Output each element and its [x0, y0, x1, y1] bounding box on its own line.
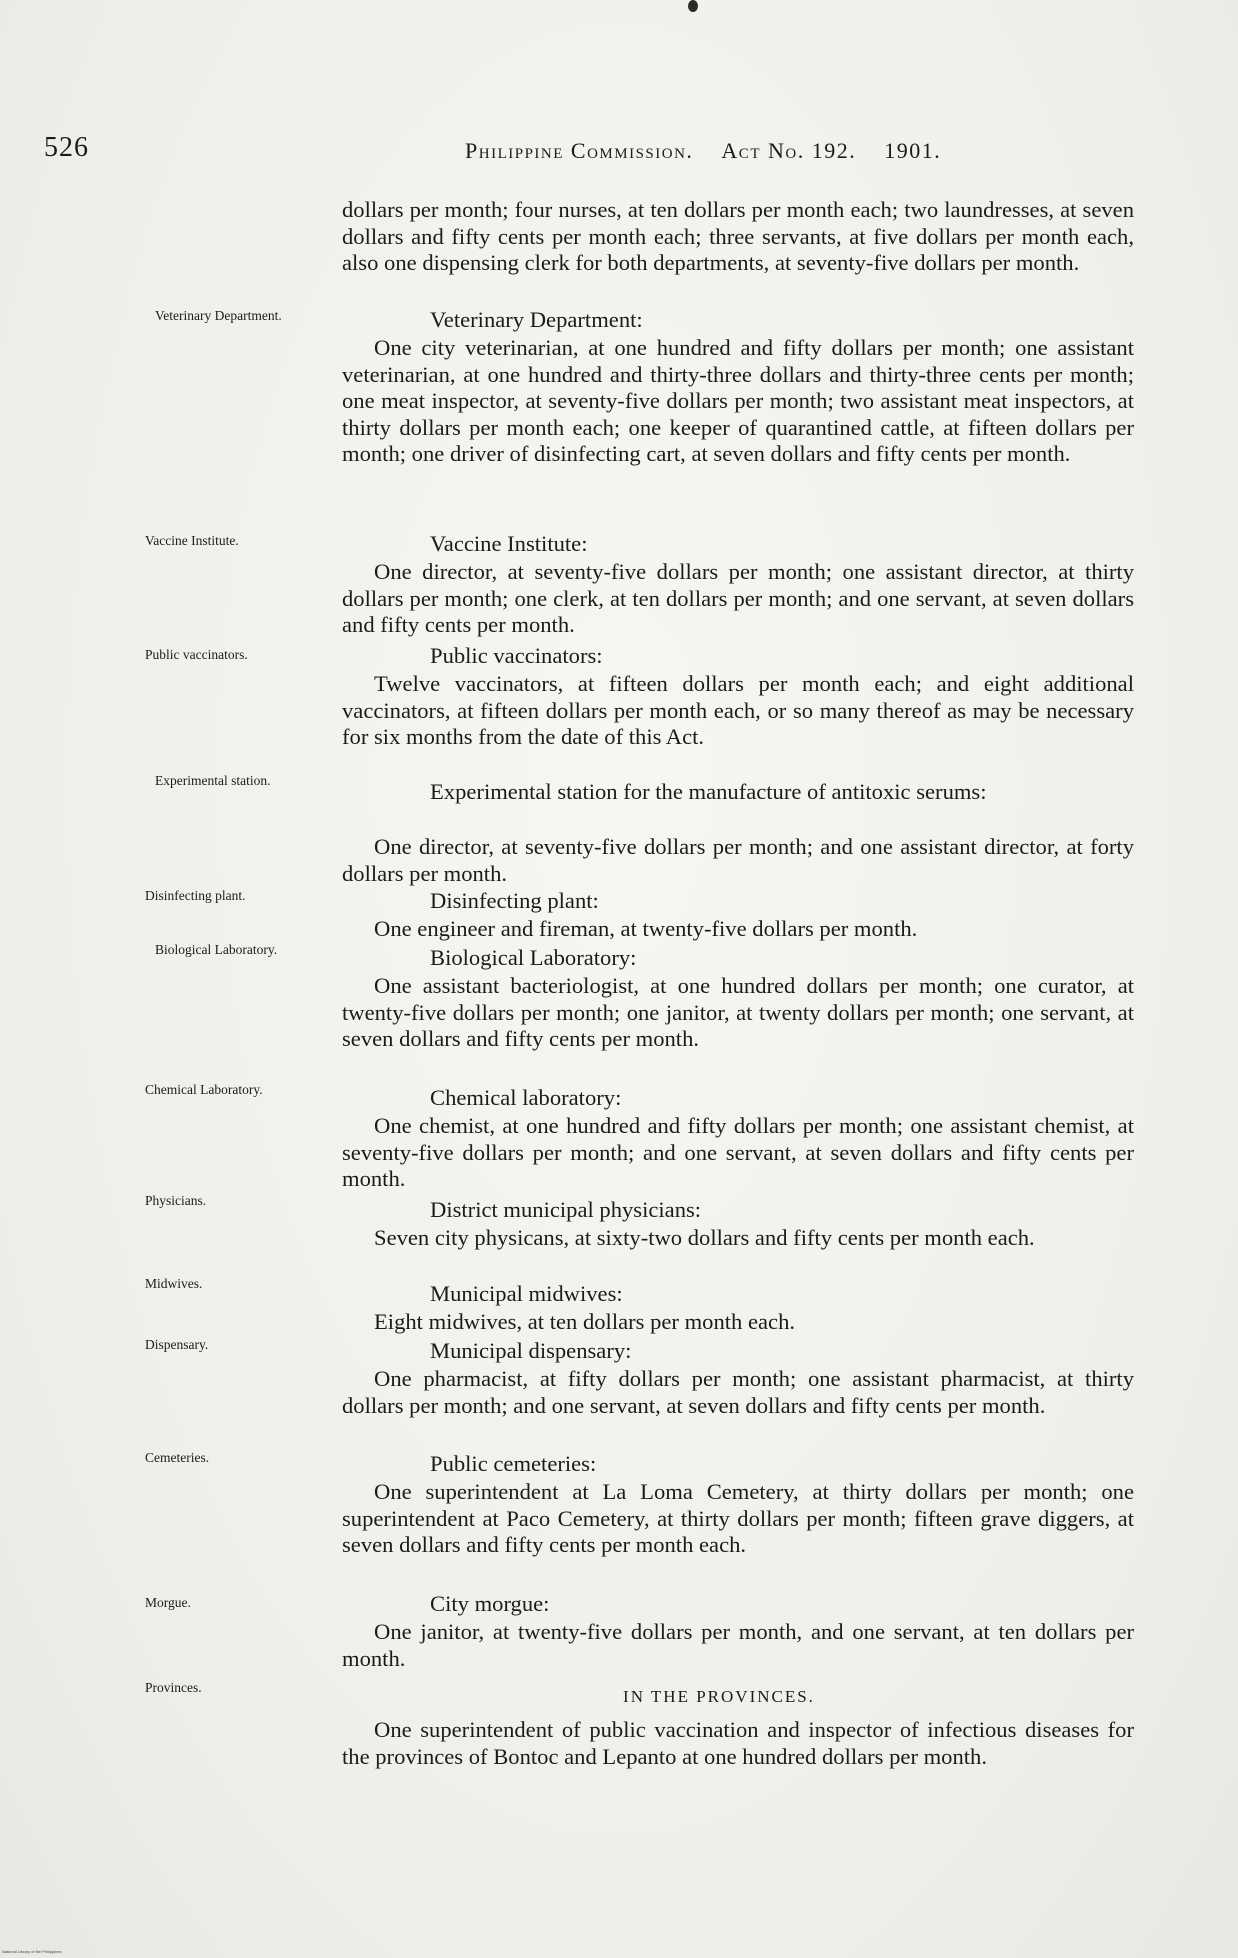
- margin-note-experimental-station: Experimental station.: [155, 773, 271, 788]
- margin-note-disinfecting-plant: Disinfecting plant.: [145, 888, 246, 903]
- paragraph-vaccine-institute: One director, at seventy-five dollars per month; one assistant director, at thirty dollars per month; one clerk, at ten dollars per month; and one servant, at seven dollars and fifty cents per month.: [342, 559, 1134, 638]
- margin-note-veterinary: Veterinary Department.: [155, 308, 282, 323]
- heading-veterinary-department: Veterinary Department:: [430, 307, 643, 332]
- section-heading-provinces: IN THE PROVINCES.: [623, 1687, 815, 1706]
- margin-note-vaccine-institute: Vaccine Institute.: [145, 533, 239, 548]
- margin-note-midwives: Midwives.: [145, 1276, 203, 1291]
- paragraph-experimental-station: One director, at seventy-five dollars per month; and one assistant director, at forty dollars per month.: [342, 834, 1134, 886]
- heading-vaccine-institute: Vaccine Institute:: [430, 531, 588, 556]
- margin-note-dispensary: Dispensary.: [145, 1337, 209, 1352]
- paragraph-municipal-midwives: Eight midwives, at ten dollars per month each.: [374, 1309, 796, 1334]
- running-head-year: 1901.: [884, 138, 942, 163]
- margin-note-cemeteries: Cemeteries.: [145, 1450, 210, 1465]
- page-number: 526: [44, 132, 89, 163]
- paragraph-public-cemeteries: One superintendent at La Loma Cemetery, at thirty dollars per month; one superintendent at Paco Cemetery, at thirty dollars per month; fifteen grave diggers, at seven dollars and fifty cents per month each.: [342, 1479, 1134, 1558]
- heading-municipal-midwives: Municipal midwives:: [430, 1281, 623, 1306]
- heading-disinfecting-plant: Disinfecting plant:: [430, 888, 599, 913]
- heading-municipal-physicians: District municipal physicians:: [430, 1197, 702, 1222]
- running-head-act: Act No. 192.: [721, 138, 857, 163]
- heading-chemical-laboratory: Chemical laboratory:: [430, 1085, 622, 1110]
- margin-note-morgue: Morgue.: [145, 1595, 191, 1610]
- margin-note-physicians: Physicians.: [145, 1193, 207, 1208]
- margin-note-provinces: Provinces.: [145, 1680, 202, 1695]
- running-head-title: Philippine Commission.: [465, 138, 694, 163]
- paragraph-municipal-physicians: Seven city physicans, at sixty-two dollars and fifty cents per month each.: [374, 1225, 1035, 1250]
- margin-note-biological-laboratory: Biological Laboratory.: [155, 942, 278, 957]
- paragraph-biological-laboratory: One assistant bacteriologist, at one hundred dollars per month; one curator, at twenty-five dollars per month; one janitor, at twenty dollars per month; one servant, at seven dollars and fifty cents per month.: [342, 973, 1134, 1052]
- paragraph-chemical-laboratory: One chemist, at one hundred and fifty dollars per month; one assistant chemist, at seventy-five dollars per month; and one servant, at seven dollars and fifty cents per month.: [342, 1113, 1134, 1192]
- paragraph-public-vaccinators: Twelve vaccinators, at fifteen dollars per month each; and eight additional vaccinators, at fifteen dollars per month each, or so many thereof as may be necessary for six months from the date of this Act.: [342, 671, 1134, 750]
- ink-smudge: [688, 0, 698, 12]
- paragraph-continuation: dollars per month; four nurses, at ten dollars per month each; two laundresses, at seven dollars and fifty cents per month each; three servants, at five dollars per month each, also one dispensing clerk for both departments, at seventy-five dollars per month.: [342, 197, 1134, 276]
- margin-note-public-vaccinators: Public vaccinators.: [145, 647, 248, 662]
- margin-note-chemical-laboratory: Chemical Laboratory.: [145, 1082, 263, 1097]
- running-head: [465, 138, 941, 164]
- paragraph-municipal-dispensary: One pharmacist, at fifty dollars per month; one assistant pharmacist, at thirty dollars per month; and one servant, at seven dollars and fifty cents per month.: [342, 1366, 1134, 1418]
- heading-public-cemeteries: Public cemeteries:: [430, 1451, 597, 1476]
- paragraph-veterinary-department: One city veterinarian, at one hundred and fifty dollars per month; one assistant veterinarian, at one hundred and thirty-three dollars and thirty-three cents per month; one meat inspector, at seventy-five dollars per month; two assistant meat inspectors, at thirty dollars per month each; one keeper of quarantined cattle, at fifteen dollars per month; one driver of disinfecting cart, at seven dollars and fifty cents per month.: [342, 335, 1134, 467]
- footer-library-credit: National Library of the Philippines: [2, 1949, 62, 1954]
- heading-municipal-dispensary: Municipal dispensary:: [430, 1338, 632, 1363]
- heading-public-vaccinators: Public vaccinators:: [430, 643, 603, 668]
- heading-experimental-station: Experimental station for the manufacture of antitoxic serums:: [430, 779, 987, 804]
- heading-city-morgue: City morgue:: [430, 1591, 550, 1616]
- paragraph-disinfecting-plant: One engineer and fireman, at twenty-five dollars per month.: [374, 916, 918, 941]
- paragraph-provinces: One superintendent of public vaccination and inspector of infectious diseases for the provinces of Bontoc and Lepanto at one hundred dollars per month.: [342, 1717, 1134, 1769]
- heading-biological-laboratory: Biological Laboratory:: [430, 945, 637, 970]
- paragraph-city-morgue: One janitor, at twenty-five dollars per month, and one servant, at ten dollars per month.: [342, 1619, 1134, 1671]
